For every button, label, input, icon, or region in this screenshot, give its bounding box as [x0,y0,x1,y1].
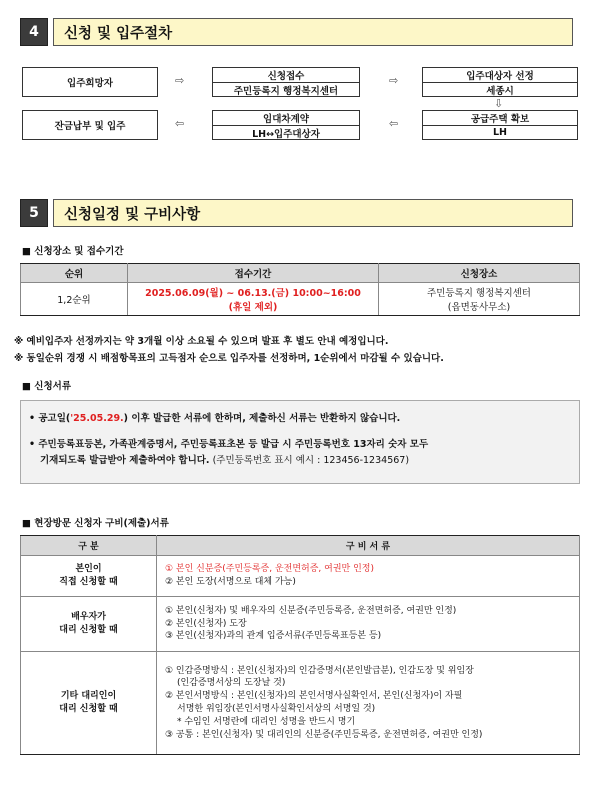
docs-bullet-2-line2-wrap [29,453,428,469]
visit-row2-doc3: ③ 본인(신청자)과의 관계 입증서류(주민등록표등본 등) [165,631,382,642]
schedule-place [379,283,580,316]
visit-row3-doc2: ② 본인서명방식 : 본인(신청자)의 본인서명사실확인서, 본인(신청자)이 자필 [165,691,463,702]
visit-row3-doc2c: * 수임인 서명란에 대리인 성명을 반드시 명기 [177,716,356,727]
table-row [21,652,580,755]
visit-row3-doc2b: 서명한 위임장(본인서명사실확인서상의 서명일 것) [177,704,376,714]
docs-bullet-1-post: ) 이후 발급한 서류에 한하며, 제출하신 서류는 반환하지 않습니다. [123,413,401,424]
visit-row3-category [21,652,157,755]
visit-row3-doc3: ③ 공통 : 본인(신청자) 및 대리인의 신분증(주민등록증, 운전면허증, 여권만 인정) [165,729,483,740]
visit-heading: ■ 현장방문 신청자 구비(제출)서류 [22,518,169,529]
docs-bullet-1-date: '25.05.29. [70,413,124,424]
flow-apply-line1: 신청접수 [267,71,305,82]
schedule-period-line1: 2025.06.09(월) ~ 06.13.(금) 10:00~16:00 [145,288,361,299]
table-row [21,556,580,597]
schedule-period-line2: (휴일 제외) [228,302,278,313]
section-5-header [20,199,573,227]
visit-header-docs: 구 비 서 류 [157,536,580,556]
docs-heading: ■ 신청서류 [22,381,71,392]
docs-bullet-2 [29,437,428,469]
visit-row2-cat-line1: 배우자가 [71,612,106,622]
visit-row2-doc1: ① 본인(신청자) 및 배우자의 신분증(주민등록증, 운전면허증, 여권만 인정) [165,605,457,616]
arrow-left-icon: ⇦ [389,117,399,130]
visit-row1-category [21,556,157,597]
schedule-header-period: 접수기간 [128,264,379,283]
visit-row2-category [21,597,157,652]
schedule-place-line1: 주민등록지 행정복지센터 [427,288,531,299]
arrow-right-icon: ⇨ [389,74,399,87]
schedule-rank: 1,2순위 [21,283,128,316]
schedule-period [128,283,379,316]
visit-row3-doc1: ① 인감증명방식 : 본인(신청자)의 인감증명서(본인발급분), 인감도장 및 위임장 [165,665,474,676]
flow-supply-line2: LH [423,125,577,139]
visit-row1-docs [157,556,580,597]
flow-select-box [422,67,578,97]
flow-lease-line1: 임대차계약 [263,114,309,125]
visit-row3-cat-line1: 기타 대리인이 [60,691,117,701]
flow-apply-line2: 주민등록지 행정복지센터 [213,82,359,97]
arrow-right-icon: ⇨ [175,74,185,87]
schedule-place-line2: (읍면동사무소) [447,302,511,313]
place-heading: ■ 신청장소 및 접수기간 [22,246,124,257]
visit-row1-cat-line2: 직접 신청할 때 [59,577,118,587]
note-2: ※ 동일순위 경쟁 시 배점항목표의 고득점자 순으로 입주자를 선정하며, 1순위에서 마감될 수 있습니다. [14,353,444,364]
flow-applicant-box [22,67,158,97]
visit-row2-cat-line2: 대리 신청할 때 [59,625,118,635]
flow-lease-line2: LH↔입주대상자 [213,125,359,140]
docs-bullet-2-line1: • 주민등록표등본, 가족관계증명서, 주민등록표초본 등 발급 시 주민등록번호 13자리 숫자 모두 [29,439,429,450]
visit-row1-doc1: ① 본인 신분증(주민등록증, 운전면허증, 여권만 인정) [165,564,374,575]
section-5-number: 5 [20,199,48,227]
table-row [21,283,580,316]
docs-bullet-1 [29,411,400,427]
flow-applicant-label: 입주희망자 [67,78,113,89]
section-5-title: 신청일정 및 구비사항 [53,199,573,227]
schedule-header-place: 신청장소 [379,264,580,283]
visit-header-category: 구 분 [21,536,157,556]
arrow-left-icon: ⇦ [175,117,185,130]
visit-row3-doc1b: (인감증명서상의 도장날 것) [177,678,286,689]
flow-apply-box [212,67,360,97]
docs-bullet-2-example: (주민등록번호 표시 예시 : 123456-1234567) [209,455,410,466]
schedule-header-rank: 순위 [21,264,128,283]
visit-row2-docs [157,597,580,652]
visit-docs-table [20,535,580,755]
flow-final-label: 잔금납부 및 입주 [54,121,126,132]
table-row [21,597,580,652]
section-4-number: 4 [20,18,48,46]
visit-row1-cat-line1: 본인이 [75,564,102,574]
visit-row2-doc2: ② 본인(신청자) 도장 [165,618,247,629]
note-1: ※ 예비입주자 선정까지는 약 3개월 이상 소요될 수 있으며 발표 후 별도 안내 예정입니다. [14,336,389,347]
visit-row1-doc2: ② 본인 도장(서명으로 대체 가능) [165,577,296,587]
docs-info-box [20,400,580,484]
section-4-title: 신청 및 입주절차 [53,18,573,46]
docs-bullet-1-pre: • 공고일( [29,413,71,424]
docs-bullet-2-line2: 기재되도록 발급받아 제출하여야 합니다. [40,455,210,466]
flow-supply-line1: 공급주택 확보 [470,114,530,125]
schedule-table [20,263,580,316]
flow-lease-box [212,110,360,140]
flow-select-line2: 세종시 [423,82,577,97]
flow-supply-box [422,110,578,140]
visit-row3-cat-line2: 대리 신청할 때 [59,704,118,714]
flow-final-box [22,110,158,140]
arrow-down-icon: ⇩ [494,97,504,110]
section-4-header [20,18,573,46]
visit-row3-docs [157,652,580,755]
flow-select-line1: 입주대상자 선정 [466,71,534,82]
